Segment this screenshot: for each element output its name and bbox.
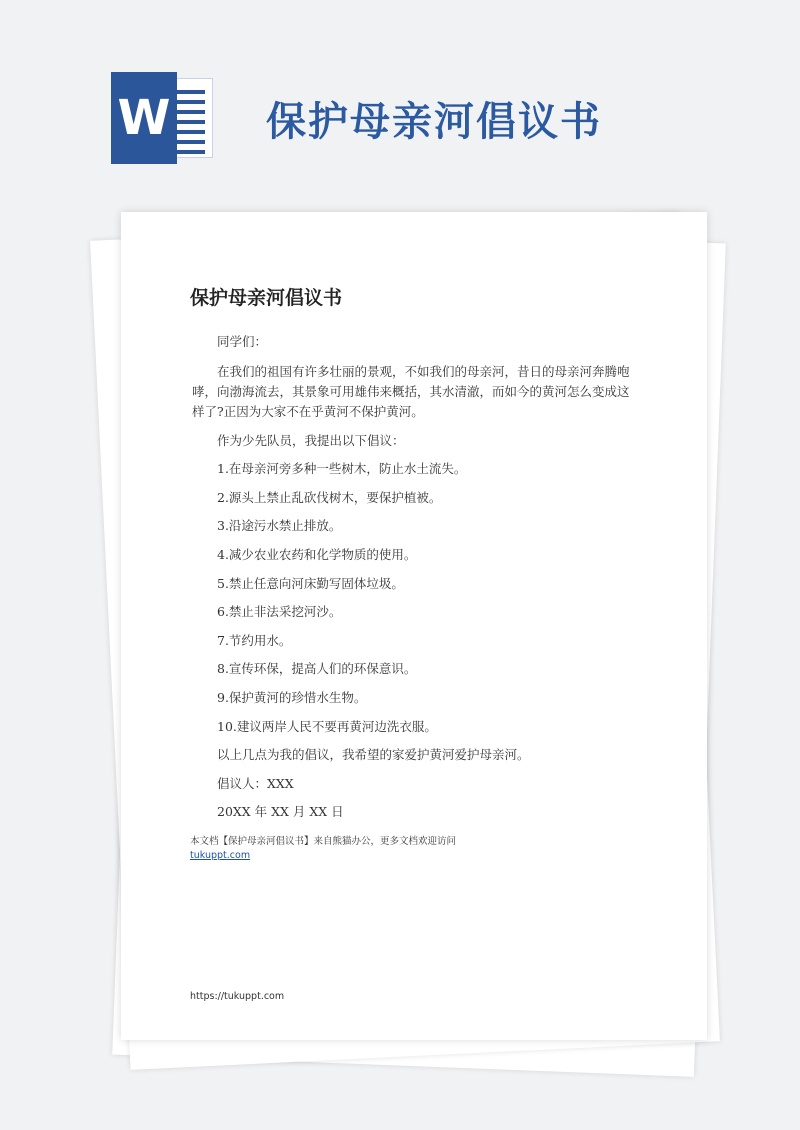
proposal-item: 4.减少农业农药和化学物质的使用。 (217, 546, 417, 562)
document-body (192, 328, 639, 827)
proposal-item: 8.宣传环保，提高人们的环保意识。 (217, 661, 417, 677)
greeting: 同学们： (217, 334, 268, 349)
source-note (190, 835, 456, 863)
header-title: 保护母亲河倡议书 (266, 99, 602, 145)
intro-paragraph: 在我们的祖国有许多壮丽的景观，不如我们的母亲河，昔日的母亲河奔腾咆哮，向渤海流去，其景象可用雄伟来概括，其水清澈，而如今的黄河怎么变成这样了?正因为大家不在乎黄河不保护黄河。 (192, 363, 630, 419)
proposal-item: 7.节约用水。 (217, 632, 292, 648)
proposal-item: 9.保护黄河的珍惜水生物。 (217, 689, 367, 705)
footer-url: https://tukuppt.com (190, 991, 285, 1002)
proposal-item: 3.沿途污水禁止排放。 (217, 518, 342, 534)
document-lines-icon (173, 90, 205, 160)
document-title: 保护母亲河倡议书 (190, 287, 343, 309)
proposal-item: 2.源头上禁止乱砍伐树木，要保护植被。 (217, 489, 442, 505)
source-link[interactable]: tukuppt.com (190, 850, 251, 861)
header (0, 0, 800, 200)
date: 20XX 年 XX 月 XX 日 (217, 804, 344, 820)
proposal-item: 10.建议两岸人民不要再黄河边洗衣服。 (217, 718, 437, 734)
signer: 倡议人：XXX (217, 775, 294, 791)
word-w-letter: W (111, 72, 177, 164)
proposal-item: 5.禁止任意向河床勤写固体垃圾。 (217, 575, 404, 591)
source-note-text: 本文档【保护母亲河倡议书】来自熊猫办公，更多文档欢迎访问 (190, 836, 457, 847)
document-page (121, 212, 707, 1040)
lead-paragraph: 作为少先队员，我提出以下倡议： (217, 432, 405, 448)
word-logo-icon (111, 72, 213, 164)
proposal-item: 1.在母亲河旁多种一些树木，防止水土流失。 (217, 461, 467, 477)
proposal-item: 6.禁止非法采挖河沙。 (217, 604, 342, 620)
closing-paragraph: 以上几点为我的倡议，我希望的家爱护黄河爱护母亲河。 (217, 747, 530, 763)
